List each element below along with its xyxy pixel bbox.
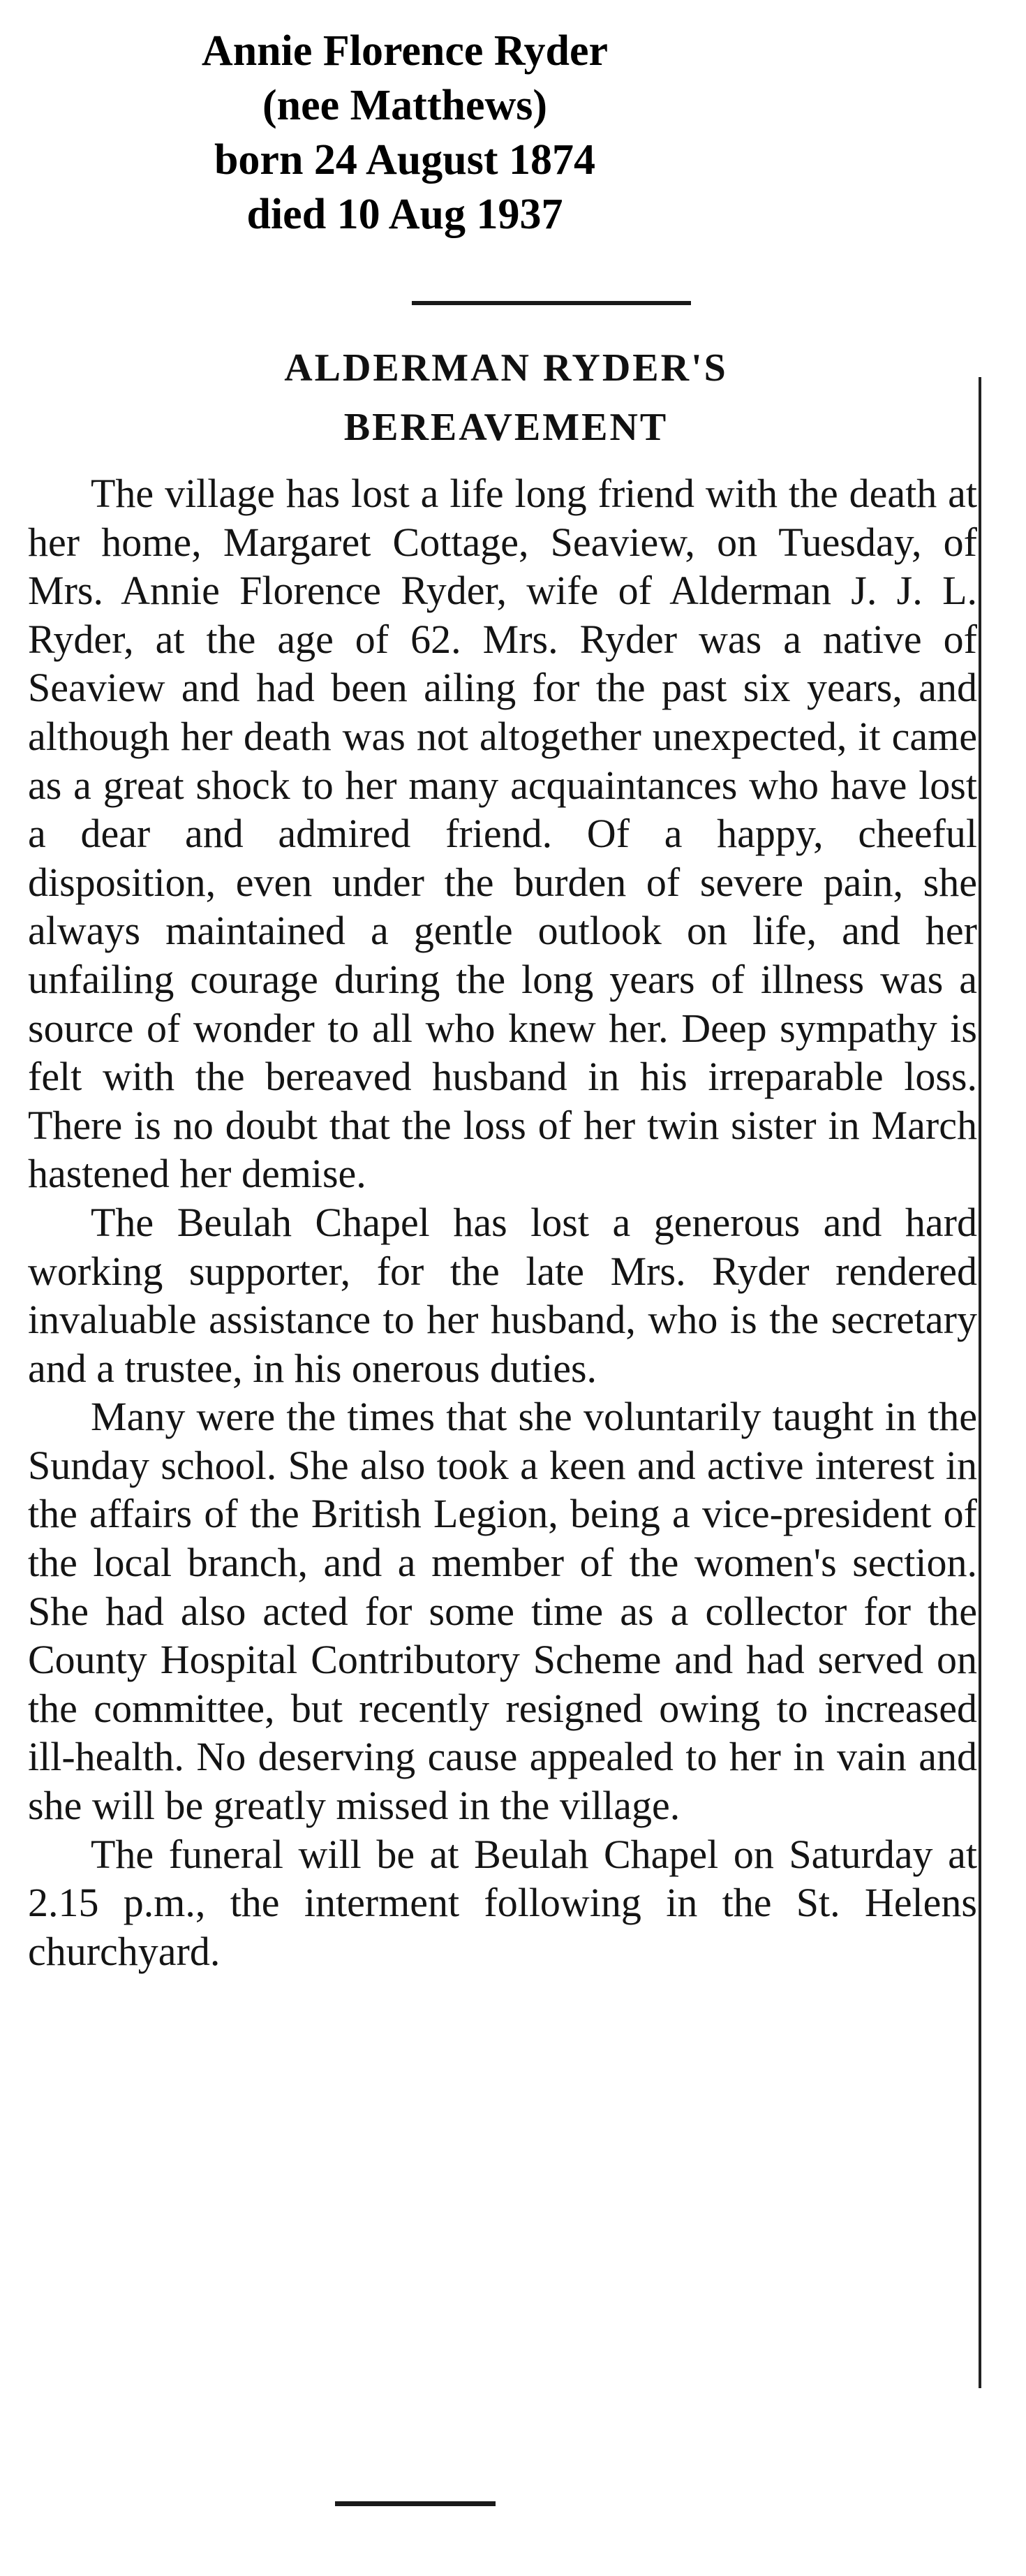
caption-death-date: died 10 Aug 1937 (246, 191, 563, 238)
article-paragraph-2: The Beulah Chapel has lost a generous and hard working supporter, for the late Mrs. Ryder rendered invaluable assistance to her husband, who is the secretary and a trustee, in his onerous duties. (28, 1199, 977, 1391)
article-paragraph-1: The village has lost a life long friend with the death at her home, Margaret Cottage, Seaview, on Tuesday, of Mrs. Annie Florence Ryder, wife of Alderman J. J. L. Ryder, at the age of 62. Mrs. Ryder was a native of Seaview and had been ailing for the past six years, and although her death was not altogether unexpected, it came as a great shock to her many acquaintances who have lost a dear and admired friend. Of a happy, cheeful disposition, even under the burden of severe pain, she always maintained a gentle outlook on life, and her unfailing courage during the long years of illness was a source of wonder to all who knew her. Deep sympathy is felt with the bereaved husband in his irreparable loss. There is no doubt that the loss of her twin sister in March hastened her demise. (28, 471, 977, 1197)
caption-maiden-name: (nee Matthews) (262, 82, 548, 129)
caption-birth-date: born 24 August 1874 (214, 136, 596, 184)
top-divider-rule (412, 301, 691, 305)
article-paragraph-3: Many were the times that she voluntarily taught in the Sunday school. She also took a keen and active interest in the affairs of the British Legion, being a vice-president of the local branch, and a member of the women's section. She had also acted for some time as a collector for the County Hospital Contributory Scheme and had served on the committee, but recently resigned owing to increased ill-health. No deserving cause appealed to her in vain and she will be greatly missed in the village. (28, 1394, 977, 1829)
article-headline-line-1: ALDERMAN RYDER'S (284, 346, 728, 390)
article-headline-line-2: BEREAVEMENT (343, 406, 669, 449)
caption-name: Annie Florence Ryder (201, 27, 609, 75)
caption-block (140, 24, 670, 242)
article-body (28, 469, 977, 1975)
column-edge-line (979, 377, 981, 2388)
article-paragraph-4: The funeral will be at Beulah Chapel on Saturday at 2.15 p.m., the interment following in the St. Helens churchyard. (28, 1831, 977, 1974)
bottom-divider-rule (335, 2501, 496, 2506)
